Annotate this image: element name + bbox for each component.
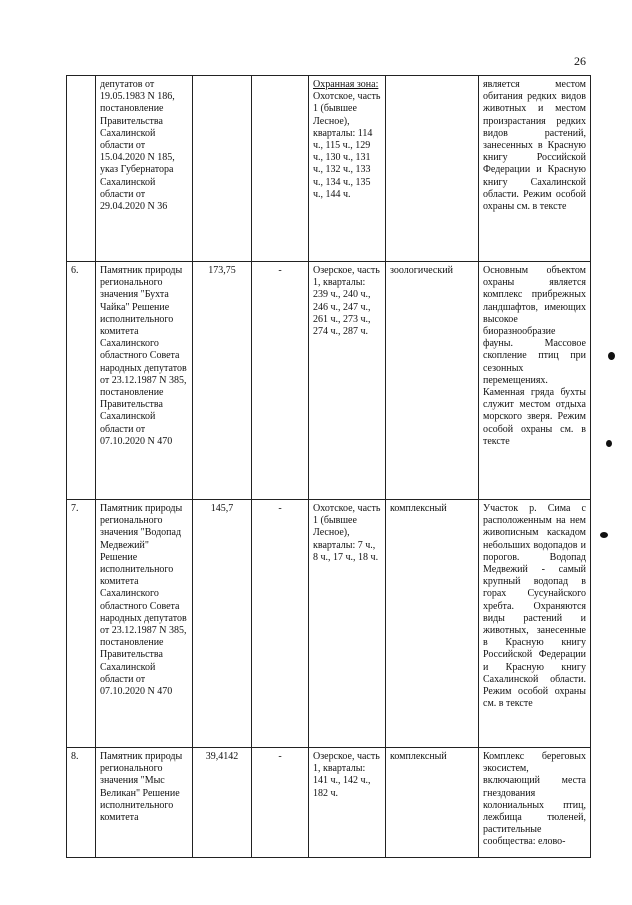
row-number [67,76,96,262]
table-row [67,76,591,262]
location-text: Озерское, часть 1, кварталы: 239 ч., 240 ч., 246 ч., 247 ч., 261 ч., 273 ч., 274 ч., 287 ч. [309,262,386,500]
row-number: 6. [67,262,96,500]
location-text: Озерское, часть 1, кварталы: 141 ч., 142 ч., 182 ч. [309,748,386,858]
page-number: 26 [574,54,586,68]
dash-value: - [252,500,309,748]
object-description: Основным объектом охраны является комплекс прибрежных ландшафтов, имеющих высокое биоразнообразие фауны. Массовое скопление птиц при сезонных перемещениях. Каменная гряда бухты служит местом отдыха морского зверя. Режим особой охраны см. в тексте [479,262,591,500]
object-name: Памятник природы регионального значения "Мыс Великан" Решение исполнительного комитета [96,748,193,858]
scan-speck [608,352,615,360]
area-value: 173,75 [193,262,252,500]
object-description: Участок р. Сима с расположенным на нем живописным каскадом небольших водопадов и порогов. Водопад Медвежий - самый крупный водопад в горах Сусунайского хребта. Охраняются виды растений и животных, занесенные в Красную книгу Российской Федерации и Красную книгу Сахалинской области. Режим особой охраны см. в тексте [479,500,591,748]
location-heading: Охранная зона: [313,79,379,90]
location-text: Охотское, часть 1 (бывшее Лесное), кварталы: 7 ч., 8 ч., 17 ч., 18 ч. [309,500,386,748]
object-name: депутатов от 19.05.1983 N 186, постановление Правительства Сахалинской области от 15.04.2020 N 185, указ Губернатора Сахалинской области от 29.04.2020 N 36 [96,76,193,262]
profile-value: комплексный [386,748,479,858]
row-number: 7. [67,500,96,748]
dash-value [252,76,309,262]
scan-speck [606,440,612,447]
object-description: Комплекс береговых экосистем, включающий места гнездования колониальных птиц, лежбища тюленей, растительные сообщества: елово- [479,748,591,858]
table-row [67,748,591,858]
area-value: 39,4142 [193,748,252,858]
dash-value: - [252,262,309,500]
table-row [67,500,591,748]
profile-value [386,76,479,262]
dash-value: - [252,748,309,858]
object-description: является местом обитания редких видов животных и местом произрастания редких видов растений, занесенных в Красную книгу Российской Федерации и Красную книгу Сахалинской области. Режим особой охраны см. в тексте [479,76,591,262]
object-name: Памятник природы регионального значения "Бухта Чайка" Решение исполнительного комитета Сахалинского областного Совета народных депутатов от 23.12.1987 N 385, постановление Правительства Сахалинской области от 07.10.2020 N 470 [96,262,193,500]
location-cell [309,76,386,262]
table-row [67,262,591,500]
scan-speck [600,532,608,538]
profile-value: комплексный [386,500,479,748]
area-value: 145,7 [193,500,252,748]
object-name: Памятник природы регионального значения "Водопад Медвежий" Решение исполнительного комитета Сахалинского областного Совета народных депутатов от 23.12.1987 N 385, постановление Правительства Сахалинской области от 07.10.2020 N 470 [96,500,193,748]
profile-value: зоологический [386,262,479,500]
location-text: Охотское, часть 1 (бывшее Лесное), кварталы: 114 ч., 115 ч., 129 ч., 130 ч., 131 ч., 132 ч., 133 ч., 134 ч., 135 ч., 144 ч. [313,91,381,200]
area-value [193,76,252,262]
protected-areas-table [66,75,591,858]
row-number: 8. [67,748,96,858]
